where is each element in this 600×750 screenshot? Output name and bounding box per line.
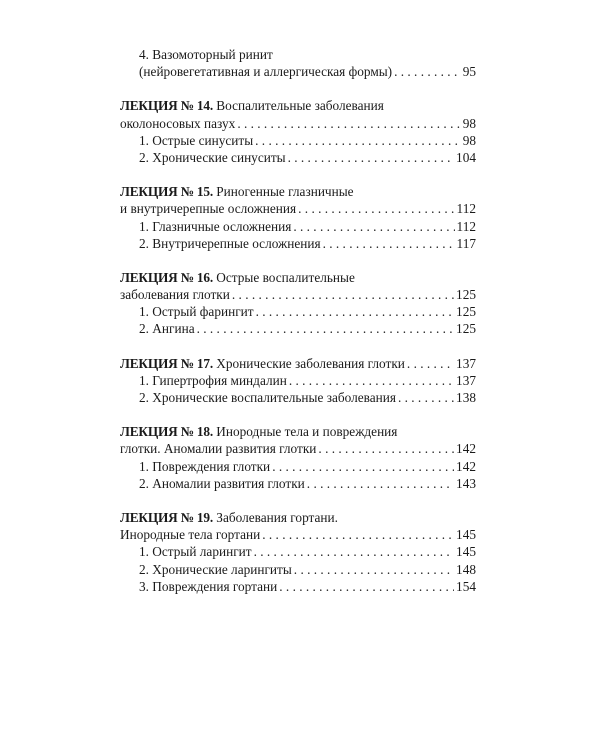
entry-text: 2. Ангина	[139, 321, 195, 337]
lecture-title-cont: Инородные тела гортани	[120, 527, 261, 543]
page-number: 112	[456, 218, 476, 234]
lecture-title: Воспалительные заболевания	[216, 98, 384, 114]
lecture-label: ЛЕКЦИЯ № 18.	[120, 424, 213, 440]
lecture-heading	[120, 509, 476, 526]
page-number: 104	[456, 149, 476, 165]
lecture-label: ЛЕКЦИЯ № 17.	[120, 355, 213, 371]
lecture-heading	[120, 355, 476, 372]
toc-subentry	[120, 235, 476, 252]
dot-leader	[197, 320, 454, 337]
entry-text: 1. Гипертрофия миндалин	[139, 372, 287, 388]
dot-leader	[272, 458, 454, 475]
page-number: 117	[456, 235, 476, 251]
dot-leader	[394, 63, 461, 80]
lecture-title: Хронические заболевания глотки	[216, 355, 405, 371]
entry-text: 2. Хронические синуситы	[139, 149, 286, 165]
lecture-title-cont: околоносовых пазух	[120, 115, 236, 131]
toc-subentry	[120, 561, 476, 578]
dot-leader	[289, 372, 454, 389]
dot-leader	[255, 132, 461, 149]
page-number: 154	[456, 578, 476, 594]
toc-subentry	[120, 458, 476, 475]
dot-leader	[298, 200, 454, 217]
dot-leader	[262, 526, 454, 543]
lecture-heading	[120, 183, 476, 200]
page-number: 145	[456, 527, 476, 543]
lecture-label: ЛЕКЦИЯ № 14.	[120, 98, 213, 114]
toc-entry-title	[120, 46, 476, 63]
lecture-heading-cont	[120, 115, 476, 132]
lecture-heading	[120, 269, 476, 286]
toc-subentry	[120, 372, 476, 389]
toc-subentry	[120, 218, 476, 235]
entry-text: 2. Хронические ларингиты	[139, 561, 292, 577]
dot-leader	[254, 543, 454, 560]
lecture-title: Инородные тела и повреждения	[216, 424, 398, 440]
entry-text: 1. Глазничные осложнения	[139, 218, 292, 234]
lecture-title-cont: и внутричерепные осложнения	[120, 201, 297, 217]
toc-subentry	[120, 475, 476, 492]
entry-text: 1. Острый фарингит	[139, 304, 254, 320]
lecture-title: Заболевания гортани.	[216, 509, 338, 525]
table-of-contents	[120, 46, 476, 612]
toc-lecture-14	[120, 97, 476, 166]
lecture-heading	[120, 97, 476, 114]
entry-text: 3. Повреждения гортани	[139, 578, 278, 594]
dot-leader	[318, 440, 454, 457]
page-number: 143	[456, 475, 476, 491]
dot-leader	[232, 286, 454, 303]
entry-text: 1. Острые синуситы	[139, 132, 254, 148]
toc-subentry	[120, 543, 476, 560]
lecture-heading-text	[120, 355, 405, 372]
toc-entry-vasomotor-rhinitis	[120, 46, 476, 80]
toc-lecture-15	[120, 183, 476, 252]
page-number: 148	[456, 561, 476, 577]
dot-leader	[279, 578, 454, 595]
entry-text: 2. Хронические воспалительные заболевания	[139, 390, 396, 405]
entry-text: (нейровегетативная и аллергическая формы)	[139, 64, 393, 80]
lecture-title: Острые воспалительные	[216, 269, 355, 285]
toc-lecture-19	[120, 509, 476, 595]
toc-subentry	[120, 132, 476, 149]
toc-lecture-16	[120, 269, 476, 338]
toc-subentry	[120, 578, 476, 595]
entry-text: 1. Повреждения глотки	[139, 458, 271, 474]
lecture-label: ЛЕКЦИЯ № 19.	[120, 509, 213, 525]
dot-leader	[323, 235, 455, 252]
lecture-heading-cont	[120, 526, 476, 543]
page-number: 138	[456, 390, 476, 405]
dot-leader	[288, 149, 454, 166]
lecture-label: ЛЕКЦИЯ № 15.	[120, 184, 213, 200]
lecture-heading	[120, 423, 476, 440]
page-number: 137	[456, 355, 476, 371]
page-number: 98	[462, 115, 476, 131]
entry-text: 1. Острый ларингит	[139, 544, 252, 560]
entry-text: 2. Аномалии развития глотки	[139, 475, 305, 491]
page-number: 142	[456, 441, 476, 457]
dot-leader	[294, 561, 454, 578]
toc-lecture-17	[120, 355, 476, 407]
page-number: 125	[456, 304, 476, 320]
dot-leader	[256, 303, 454, 320]
page-number: 125	[456, 321, 476, 337]
lecture-title-cont: глотки. Аномалии развития глотки	[120, 441, 317, 457]
toc-subentry	[120, 149, 476, 166]
toc-subentry	[120, 389, 476, 406]
page-number: 145	[456, 544, 476, 560]
page-number: 95	[462, 64, 476, 80]
page-number: 137	[456, 372, 476, 388]
toc-subentry	[120, 303, 476, 320]
dot-leader	[307, 475, 454, 492]
toc-subentry	[120, 320, 476, 337]
toc-entry-line	[120, 63, 476, 80]
toc-lecture-18	[120, 423, 476, 492]
page-number: 142	[456, 458, 476, 474]
lecture-heading-cont	[120, 440, 476, 457]
dot-leader	[407, 355, 454, 372]
lecture-title-cont: заболевания глотки	[120, 287, 230, 303]
dot-leader	[237, 115, 460, 132]
entry-text: 4. Вазомоторный ринит	[139, 47, 273, 62]
dot-leader	[398, 389, 454, 406]
page-number: 98	[462, 132, 476, 148]
lecture-heading-cont	[120, 200, 476, 217]
dot-leader	[293, 218, 454, 235]
page-number: 112	[456, 201, 476, 217]
lecture-label: ЛЕКЦИЯ № 16.	[120, 269, 213, 285]
page-number: 125	[456, 287, 476, 303]
lecture-title: Риногенные глазничные	[216, 184, 354, 200]
lecture-heading-cont	[120, 286, 476, 303]
entry-text: 2. Внутричерепные осложнения	[139, 235, 321, 251]
